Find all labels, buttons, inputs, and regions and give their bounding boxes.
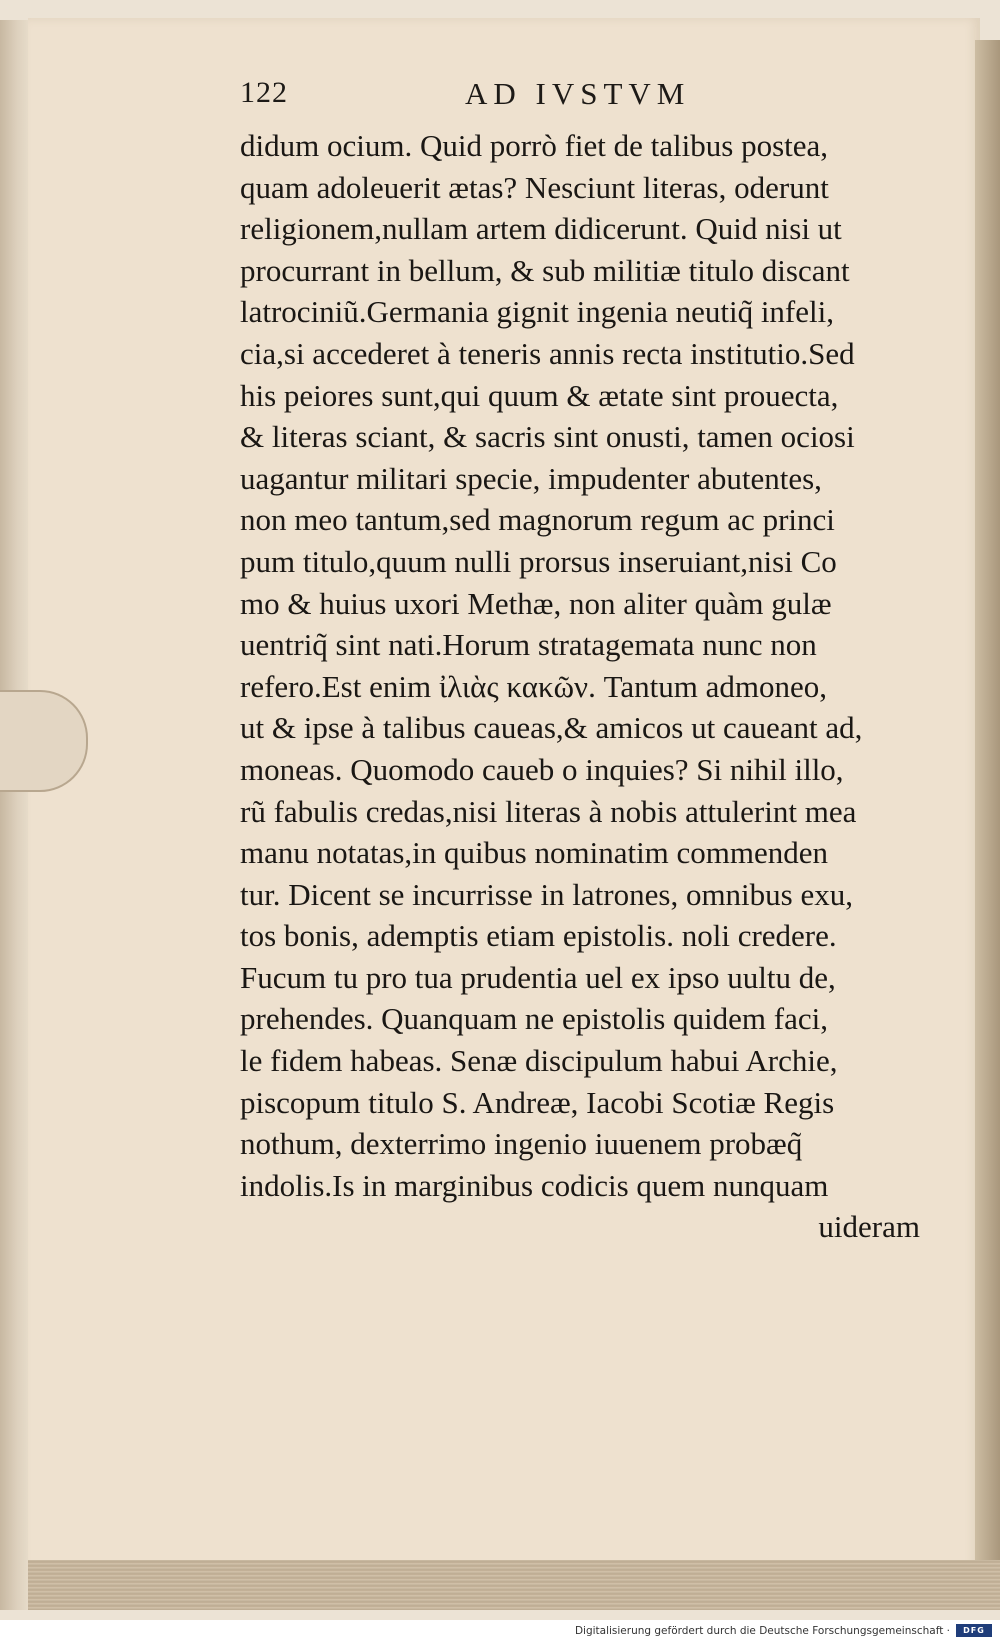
dfg-logo-icon: DFG <box>956 1624 992 1637</box>
page-clip <box>0 690 88 792</box>
book-binding-edge <box>0 20 28 1610</box>
catchword: uideram <box>818 1209 920 1245</box>
page-header <box>240 76 940 116</box>
text-line: mo & huius uxori Methæ, non aliter quàm gulæ <box>240 585 832 621</box>
page-stack-right-edge <box>975 40 1000 1575</box>
text-line: & literas sciant, & sacris sint onusti, tamen ociosi <box>240 419 855 455</box>
text-line: manu notatas,in quibus nominatim commenden <box>240 835 829 871</box>
text-line: prehendes. Quanquam ne epistolis quidem faci, <box>240 1001 828 1037</box>
text-line: tur. Dicent se incurrisse in latrones, omnibus exu, <box>240 876 853 912</box>
text-line: quam adoleuerit ætas? Nesciunt literas, oderunt <box>240 169 829 205</box>
text-line: latrociniũ.Germania gignit ingenia neutiq̃ infeli, <box>240 294 834 330</box>
page-number: 122 <box>240 76 288 109</box>
text-line: uentriq̃ sint nati.Horum stratagemata nunc non <box>240 627 817 663</box>
text-line: religionem,nullam artem didicerunt. Quid nisi ut <box>240 211 842 247</box>
text-line: refero.Est enim ἰλιὰς κακῶν. Tantum admoneo, <box>240 668 827 704</box>
text-line: rũ fabulis credas,nisi literas à nobis attulerint mea <box>240 793 857 829</box>
text-line: Fucum tu pro tua prudentia uel ex ipso uultu de, <box>240 959 836 995</box>
text-line: cia,si accederet à teneris annis recta institutio.Sed <box>240 335 855 371</box>
footer-credit: Digitalisierung gefördert durch die Deutsche Forschungsgemeinschaft · <box>574 1625 950 1637</box>
text-line: ut & ipse à talibus caueas,& amicos ut caueant ad, <box>240 710 863 746</box>
text-line: his peiores sunt,qui quum & ætate sint prouecta, <box>240 377 839 413</box>
digitization-footer <box>0 1620 1000 1642</box>
text-line: uagantur militari specie, impudenter abutentes, <box>240 460 822 496</box>
text-line: non meo tantum,sed magnorum regum ac princi <box>240 502 835 538</box>
text-line: moneas. Quomodo caueb o inquies? Si nihil illo, <box>240 751 844 787</box>
text-line: procurrant in bellum, & sub militiæ titulo discant <box>240 252 850 288</box>
text-line: pum titulo,quum nulli prorsus inseruiant,nisi Co <box>240 543 837 579</box>
text-line: nothum, dexterrimo ingenio iuuenem probæq̃ <box>240 1126 803 1162</box>
text-line: tos bonis, ademptis etiam epistolis. noli credere. <box>240 918 837 954</box>
text-line: piscopum titulo S. Andreæ, Iacobi Scotiæ Regis <box>240 1084 835 1120</box>
body-text <box>240 125 940 1248</box>
page-stack-bottom-edge <box>28 1560 1000 1610</box>
text-line: le fidem habeas. Senæ discipulum habui Archie, <box>240 1043 838 1079</box>
text-line: indolis.Is in marginibus codicis quem nunquam <box>240 1167 829 1203</box>
text-line: didum ocium. Quid porrò fiet de talibus postea, <box>240 128 829 163</box>
running-head: AD IVSTVM <box>465 76 691 111</box>
